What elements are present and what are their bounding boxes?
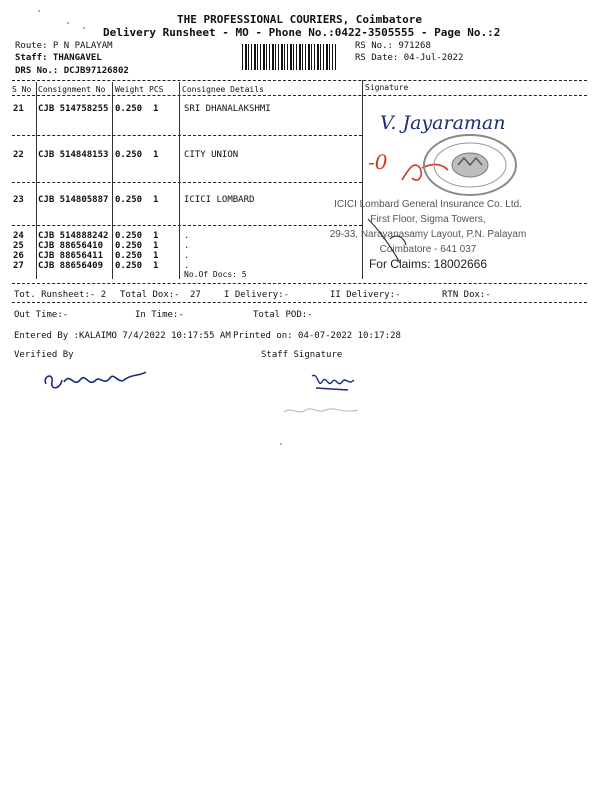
column-rule <box>179 82 180 279</box>
row-divider <box>12 182 362 183</box>
speck <box>83 27 85 29</box>
row-weight: 0.250 <box>115 241 143 251</box>
row-pcs: 1 <box>153 150 159 160</box>
stamp-line: First Floor, Sigma Towers, <box>370 214 486 225</box>
row-consignment: CJB 88656410 <box>38 241 104 251</box>
column-rule <box>112 82 113 279</box>
col-header-weight: Weight <box>115 85 144 94</box>
speck <box>67 22 69 24</box>
route-label: Route: P N PALAYAM <box>15 41 113 51</box>
ii-delivery: II Delivery:- <box>330 290 401 300</box>
speck <box>280 443 282 445</box>
divider <box>12 302 587 303</box>
stamp-claims: For Claims: 18002666 <box>368 257 488 271</box>
row-sno: 25 <box>13 241 24 251</box>
row-weight: 0.250 <box>115 150 143 160</box>
rtn-dox: RTN Dox:- <box>442 290 491 300</box>
row-pcs: 1 <box>153 195 159 205</box>
printed-on: Printed on: 04-07-2022 10:17:28 <box>233 331 401 341</box>
row-weight: 0.250 <box>115 251 143 261</box>
row-divider <box>12 225 362 226</box>
entered-by: Entered By :KALAIMO 7/4/2022 10:17:55 AM <box>14 331 231 341</box>
handwritten-signature: V. Jayaraman <box>380 112 506 134</box>
row-consignment: CJB 88656411 <box>38 251 104 261</box>
in-time: In Time:- <box>135 310 184 320</box>
round-seal-icon <box>420 132 520 198</box>
row-consignee: . <box>184 261 190 271</box>
row-pcs: 1 <box>153 241 159 251</box>
row-consignment: CJB 514758255 <box>38 104 109 114</box>
runsheet-subtitle: Delivery Runsheet - MO - Phone No.:0422-3505555 - Page No.:2 <box>103 26 501 39</box>
staff-label: Staff: THANGAVEL <box>15 53 102 63</box>
col-header-sno: S No <box>12 85 32 94</box>
stamp-line: Coimbatore - 641 037 <box>379 244 477 255</box>
total-dox-label: Total Dox:- <box>120 290 180 300</box>
barcode <box>242 44 336 70</box>
drs-label: DRS No.: DCJB97126802 <box>15 66 129 76</box>
stamp-line: ICICI Lombard General Insurance Co. Ltd. <box>334 199 522 210</box>
docs-count: No.Of Docs: 5 <box>184 270 247 279</box>
row-weight: 0.250 <box>115 261 143 271</box>
row-sno: 23 <box>13 195 24 205</box>
verified-by-label: Verified By <box>14 350 74 360</box>
company-title: THE PROFESSIONAL COURIERS, Coimbatore <box>177 13 423 26</box>
row-consignee: ICICI LOMBARD <box>184 195 255 205</box>
total-runsheet: Tot. Runsheet:- 2 <box>14 290 107 300</box>
out-time: Out Time:- <box>14 310 69 320</box>
row-sno: 22 <box>13 150 24 160</box>
row-consignee: SRI DHANALAKSHMI <box>184 104 271 114</box>
row-pcs: 1 <box>153 261 159 271</box>
staff-signature-icon <box>308 368 358 394</box>
row-consignee: . <box>184 251 190 261</box>
row-consignment: CJB 514848153 <box>38 150 109 160</box>
staff-signature-label: Staff Signature <box>261 350 343 360</box>
i-delivery: I Delivery:- <box>224 290 290 300</box>
row-weight: 0.250 <box>115 195 143 205</box>
row-pcs: 1 <box>153 251 159 261</box>
col-header-pcs: PCS <box>149 85 164 94</box>
row-sno: 24 <box>13 231 24 241</box>
col-header-consignment: Consignment No <box>38 85 106 94</box>
row-weight: 0.250 <box>115 231 143 241</box>
divider <box>12 95 587 96</box>
rs-date: RS Date: 04-Jul-2022 <box>355 53 464 63</box>
column-rule <box>36 82 37 279</box>
rs-number: RS No.: 971268 <box>355 41 431 51</box>
row-divider <box>12 135 362 136</box>
divider <box>12 80 587 81</box>
divider <box>12 283 587 284</box>
row-pcs: 1 <box>153 231 159 241</box>
stamp-line: 29-33, Narayanasamy Layout, P.N. Palayam <box>329 229 527 240</box>
row-pcs: 1 <box>153 104 159 114</box>
faded-signature-icon <box>282 402 362 418</box>
row-sno: 27 <box>13 261 24 271</box>
row-consignment: CJB 514805887 <box>38 195 109 205</box>
total-pod: Total POD:- <box>253 310 313 320</box>
row-consignee: CITY UNION <box>184 150 239 160</box>
col-header-consignee: Consignee Details <box>182 85 264 94</box>
row-weight: 0.250 <box>115 104 143 114</box>
verified-signature-icon <box>40 362 150 396</box>
row-consignment: CJB 514888242 <box>38 231 109 241</box>
signature-scrawl-icon <box>360 215 420 275</box>
row-sno: 26 <box>13 251 24 261</box>
speck <box>38 10 40 12</box>
col-header-signature: Signature <box>365 83 409 92</box>
row-consignee: . <box>184 231 190 241</box>
red-ink-mark: -0 <box>368 150 388 174</box>
row-sno: 21 <box>13 104 24 114</box>
company-stamp <box>318 197 538 275</box>
total-dox-value: 27 <box>190 290 201 300</box>
row-consignee: . <box>184 241 190 251</box>
row-consignment: CJB 88656409 <box>38 261 104 271</box>
